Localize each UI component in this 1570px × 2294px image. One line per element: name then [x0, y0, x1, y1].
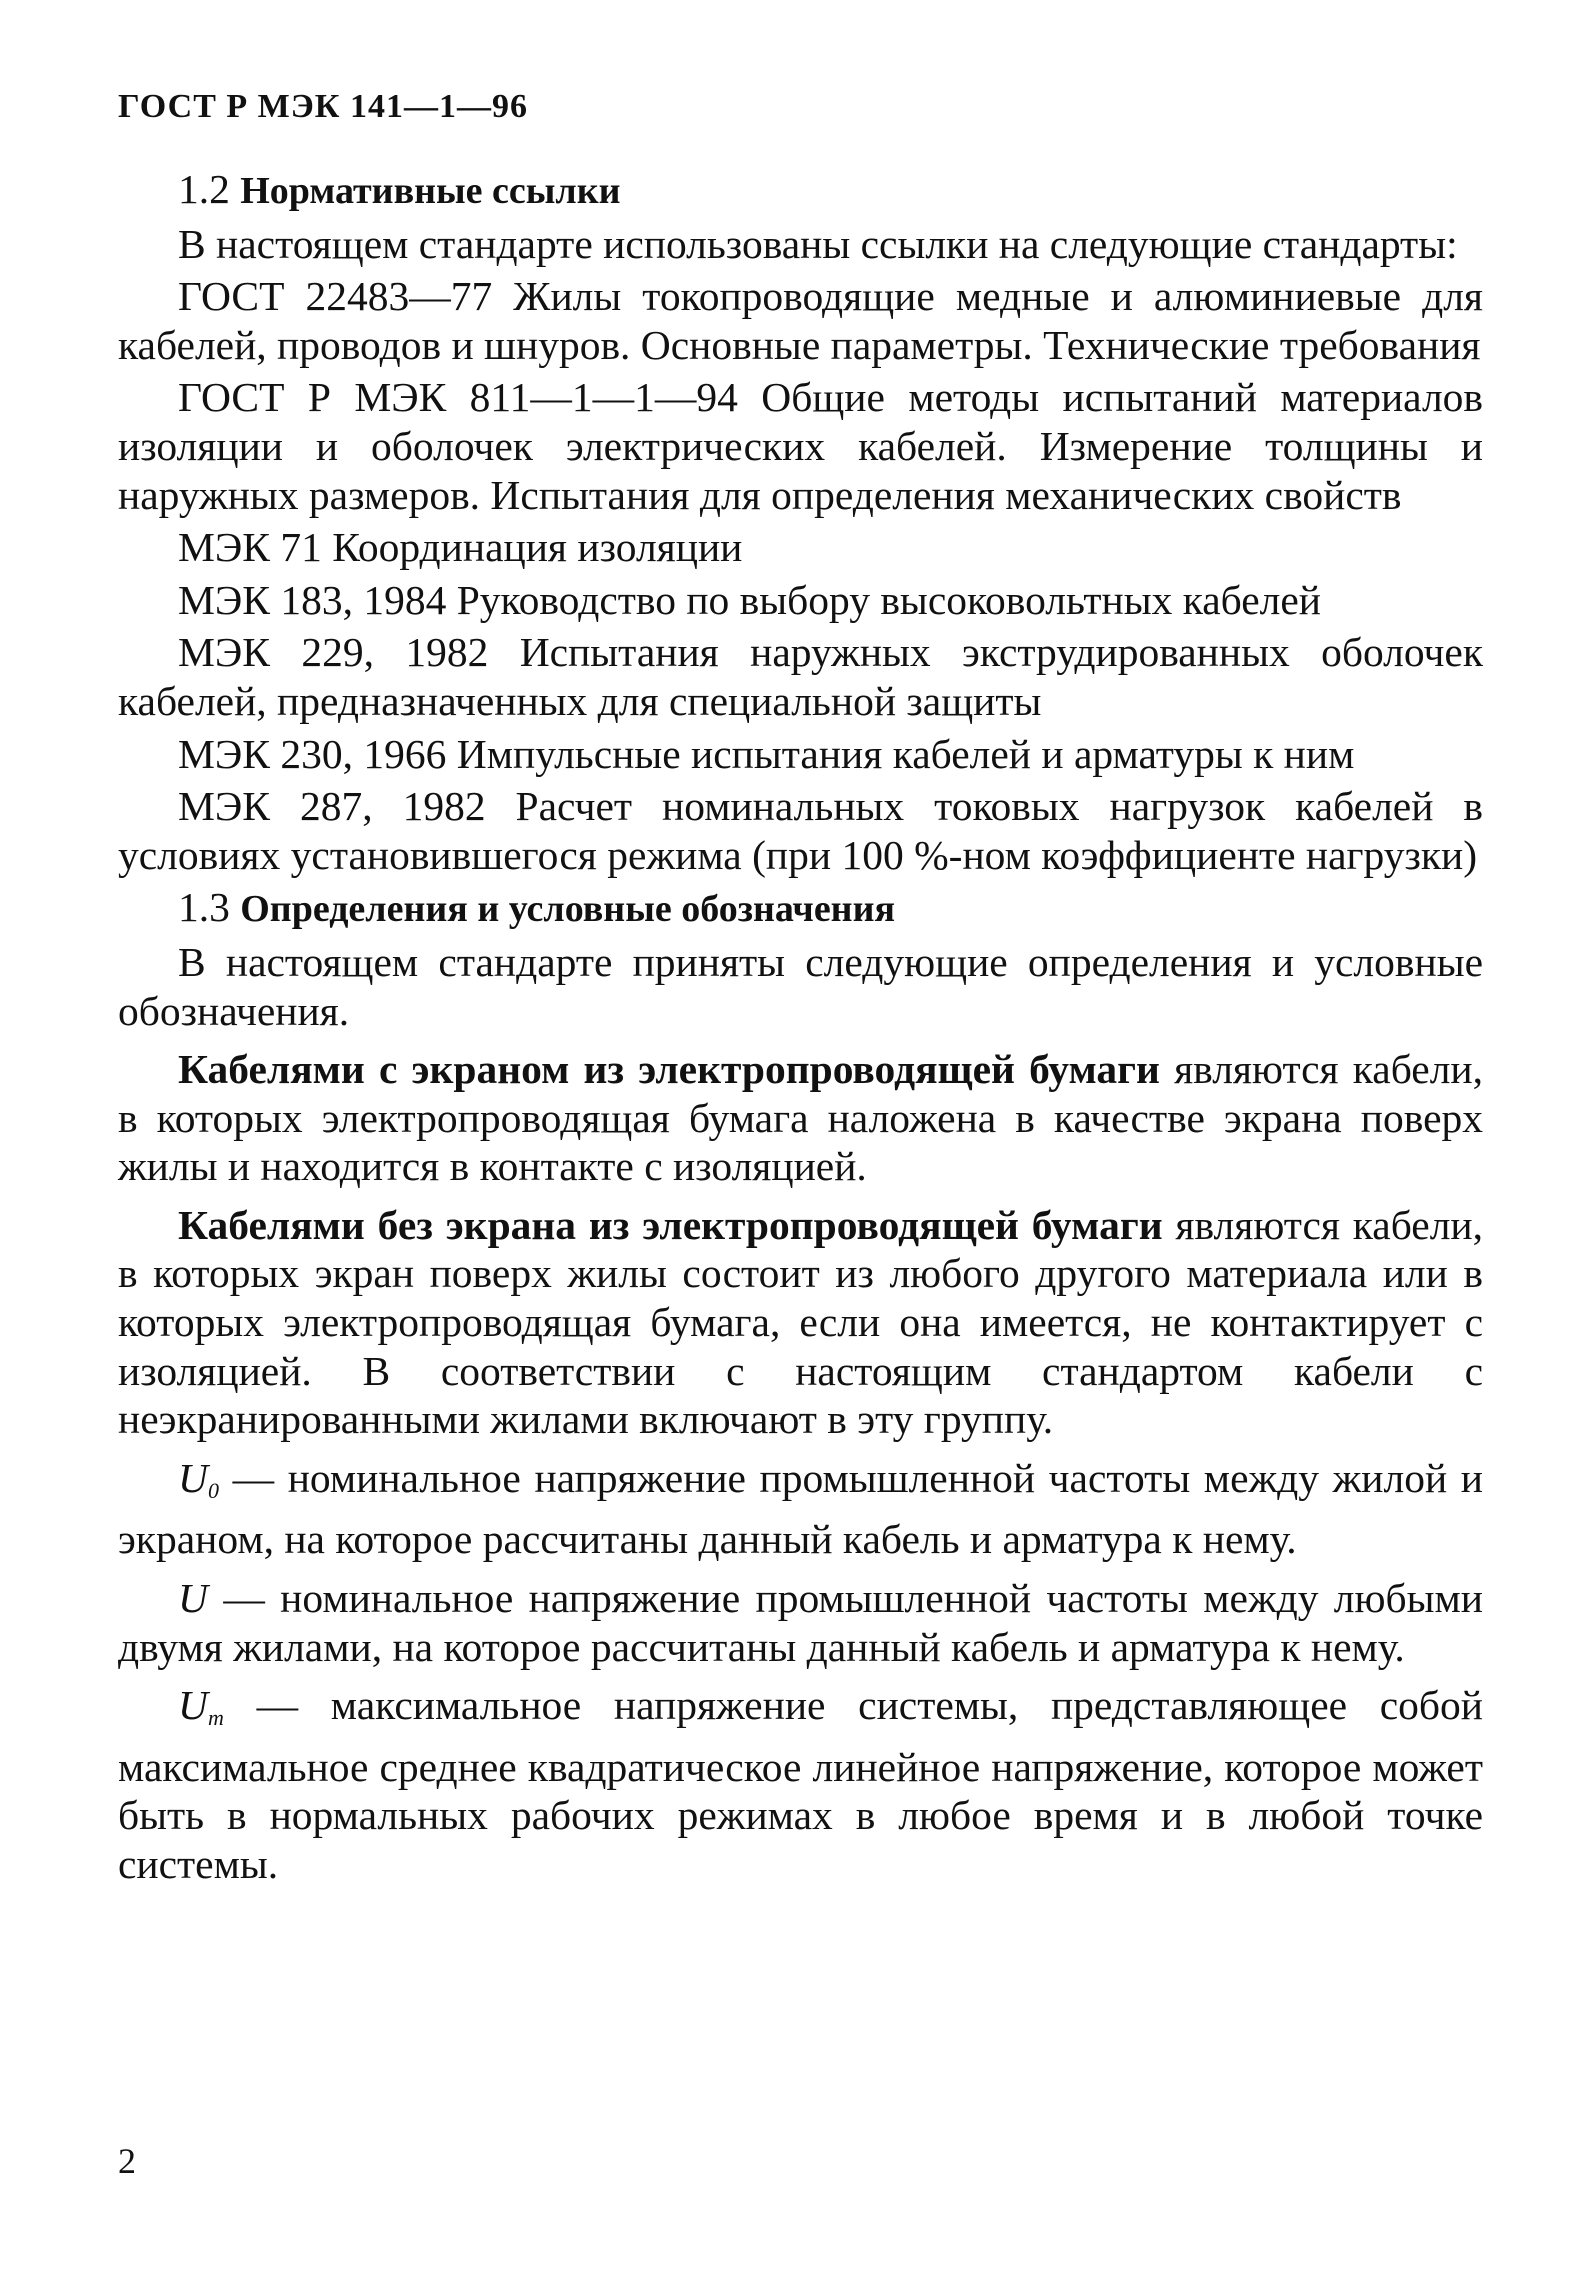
symbol-definition: [118, 1574, 1483, 1671]
section-1-3-heading: [118, 883, 1483, 934]
section-1-2-heading: [118, 165, 1483, 216]
reference-item: МЭК 183, 1984 Руководство по выбору высоковольтных кабелей: [178, 576, 1321, 623]
symbol-subscript: 0: [207, 1477, 219, 1503]
symbol-subscript: m: [207, 1705, 224, 1731]
symbol-letter: U: [178, 1454, 208, 1501]
definition-paragraph: [118, 1201, 1483, 1444]
symbol-letter: U: [178, 1682, 208, 1729]
definition-term: Кабелями с экраном из электропроводящей бумаги: [178, 1046, 1160, 1093]
reference-item: МЭК 71 Координация изоляции: [178, 524, 743, 571]
reference-item: ГОСТ 22483—77 Жилы токопроводящие медные и алюминиевые для кабелей, проводов и шнуров. Основные параметры. Технические требования: [118, 273, 1483, 368]
definition-term: Кабелями без экрана из электропроводящей бумаги: [178, 1201, 1163, 1248]
symbol-text: — номинальное напряжение промышленной частоты между жилой и экраном, на которое рассчитаны данный кабель и арматура к нему.: [118, 1454, 1483, 1563]
page-number: 2: [118, 2141, 136, 2181]
definition-text: являются кабели, в которых электропроводящая бумага наложена в качестве экрана поверх жилы и находится в контакте с изоляцией.: [118, 1046, 1483, 1190]
section-1-2-intro: В настоящем стандарте использованы ссылки на следующие стандарты:: [178, 220, 1458, 267]
symbol-definition: [118, 1681, 1483, 1888]
document-body: [118, 165, 1483, 1889]
section-1-3-intro: В настоящем стандарте приняты следующие определения и условные обозначения.: [118, 938, 1483, 1034]
symbol-text: — максимальное напряжение системы, представляющее собой максимальное среднее квадратическое линейное напряжение, которое может быть в нормальных рабочих режимах в любое время и в любой точке системы.: [118, 1682, 1483, 1887]
reference-item: ГОСТ Р МЭК 811—1—1—94 Общие методы испытаний материалов изоляции и оболочек электрических кабелей. Измерение толщины и наружных размеров. Испытания для определения механических свойств: [118, 374, 1483, 518]
symbol-letter: U: [178, 1575, 208, 1622]
symbol-text: — номинальное напряжение промышленной частоты между любыми двумя жилами, на которое рассчитаны данный кабель и арматура к нему.: [118, 1575, 1483, 1670]
section-title: Определения и условные обозначения: [240, 888, 896, 931]
symbol-definition: [118, 1454, 1483, 1564]
section-title: Нормативные ссылки: [240, 170, 621, 212]
definition-text: являются кабели, в которых экран поверх жилы состоит из любого другого материала или в которых электропроводящая бумага, если она имеется, не контактирует с изоляцией. В соответствии с настоящим стандартом кабели с неэкранированными жилами включают в эту группу.: [118, 1201, 1483, 1443]
reference-item: МЭК 229, 1982 Испытания наружных экструдированных оболочек кабелей, предназначенных для специальной защиты: [118, 629, 1483, 724]
reference-item: МЭК 287, 1982 Расчет номинальных токовых нагрузок кабелей в условиях установившегося режима (при 100 %-ном коэффициенте нагрузки): [118, 783, 1483, 878]
section-number: 1.2: [178, 166, 230, 212]
definition-paragraph: [118, 1045, 1483, 1191]
section-number: 1.3: [178, 884, 230, 931]
document-code-header: ГОСТ Р МЭК 141—1—96: [118, 88, 528, 125]
reference-item: МЭК 230, 1966 Импульсные испытания кабелей и арматуры к ним: [178, 730, 1355, 777]
